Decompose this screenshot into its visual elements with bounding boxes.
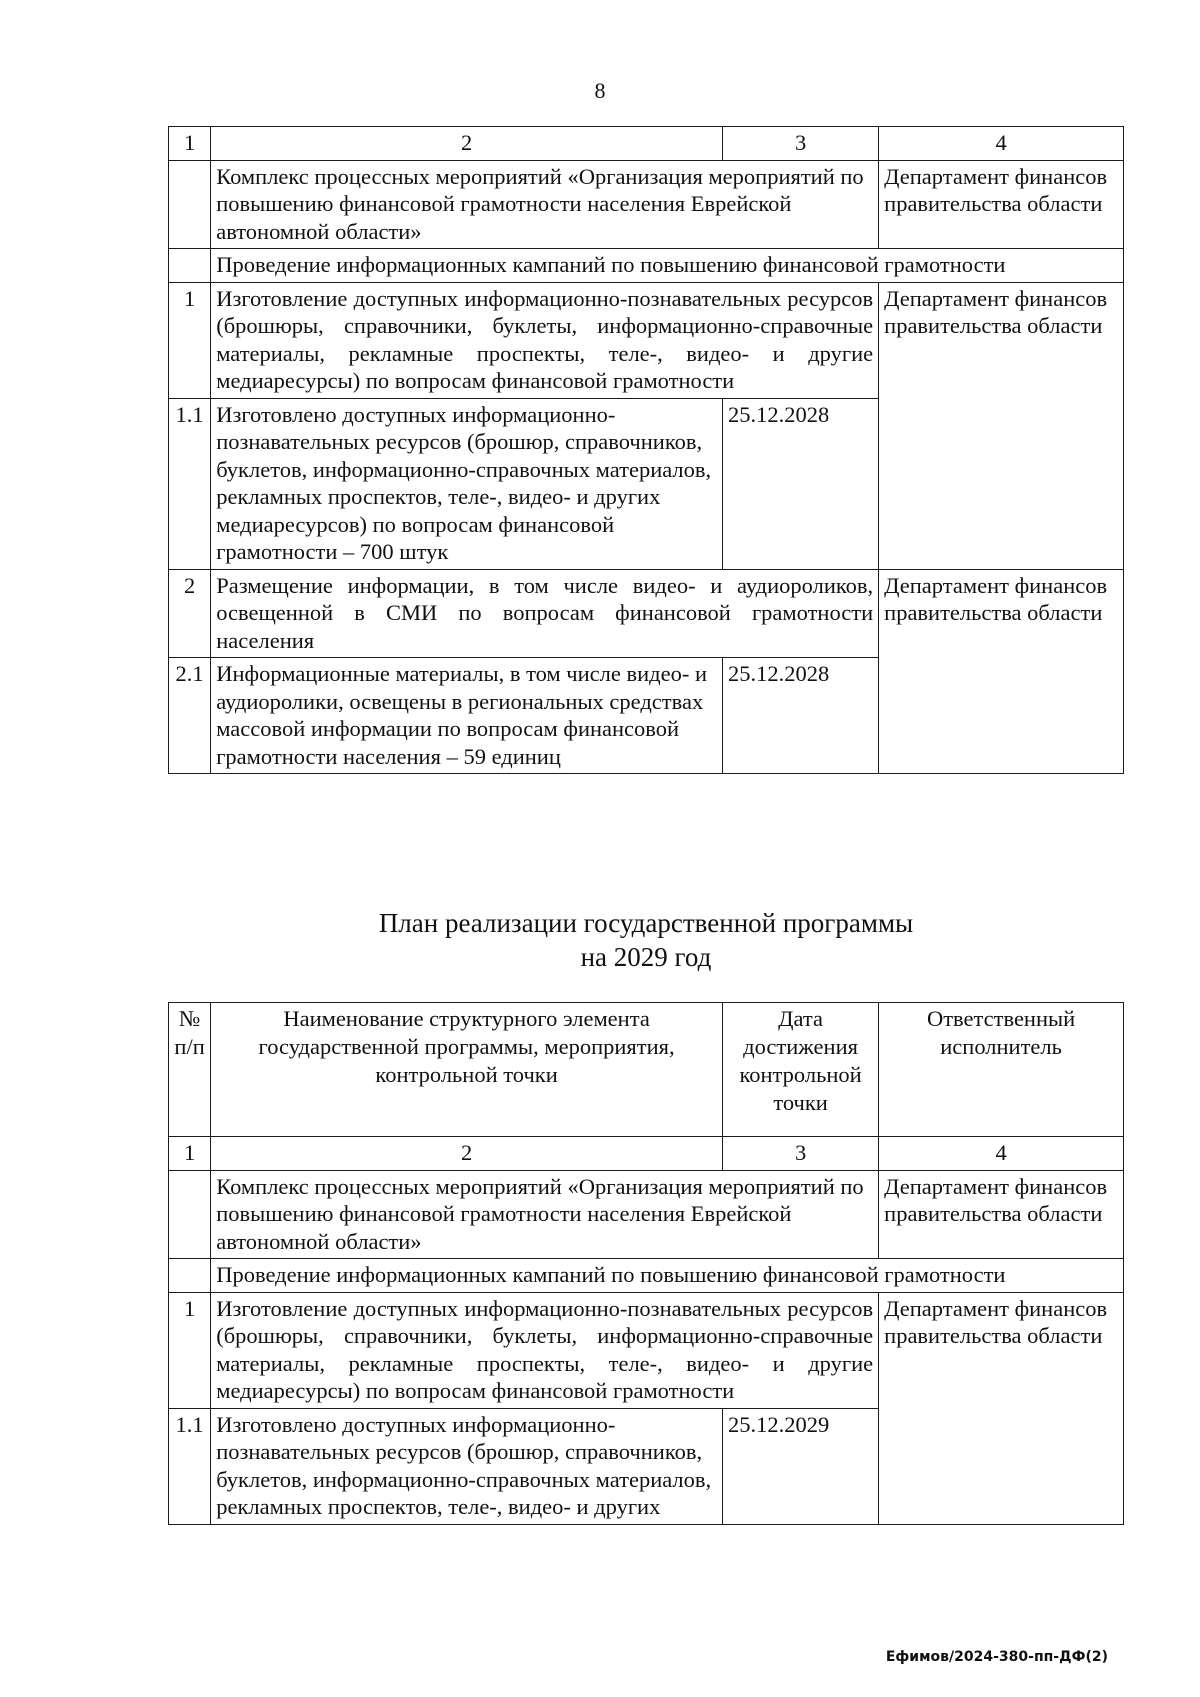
header-name-cell: Наименование структурного элемента государственной программы, мероприятия, контрольной точки [211,1003,723,1137]
column-number-cell: 3 [722,1137,878,1171]
row-number-cell: 1 [169,1292,211,1408]
complex-title-cell: Комплекс процессных мероприятий «Организация мероприятий по повышению финансовой грамотности населения Еврейской автономной области» [211,160,879,249]
row-number-cell: 2.1 [169,658,211,774]
checkpoint-text-cell: Изготовлено доступных информационно-познавательных ресурсов (брошюр, справочников, буклетов, информационно-справочных материалов, рекламных проспектов, теле-, видео- и других медиаресурсов) по вопросам финансовой грамотности – 700 штук [211,398,723,569]
column-number-cell: 1 [169,1137,211,1171]
responsible-cell: Департамент финансов правительства области [879,1170,1124,1259]
page-number: 8 [594,78,606,103]
column-number-cell: 4 [879,1137,1124,1171]
section-row [169,1259,1124,1293]
complex-row [169,1170,1124,1259]
column-number-cell: 1 [169,127,211,161]
task-text-cell: Изготовление доступных информационно-познавательных ресурсов (брошюры, справочники, буклеты, информационно-справочные материалы, рекламные проспекты, теле-, видео- и другие медиаресурсы) по вопросам финансовой грамотности [211,1292,879,1408]
column-number-cell: 2 [211,1137,723,1171]
responsible-cell: Департамент финансов правительства области [879,569,1124,774]
complex-title-cell: Комплекс процессных мероприятий «Организация мероприятий по повышению финансовой грамотности населения Еврейской автономной области» [211,1170,879,1259]
row-number-cell [169,1170,211,1259]
task-row [169,1292,1124,1408]
row-number-cell [169,160,211,249]
document-code: Ефимов/2024-380-пп-ДФ(2) [885,1649,1108,1665]
responsible-cell: Департамент финансов правительства области [879,282,1124,569]
plan-title [168,906,1124,974]
row-number-cell: 1.1 [169,398,211,569]
task-row [169,569,1124,658]
plan-table-2028-continued [168,126,1124,774]
row-number-cell [169,1259,211,1293]
plan-table-2029 [168,1002,1124,1525]
column-number-cell: 3 [722,127,878,161]
header-num-cell: № п/п [169,1003,211,1137]
checkpoint-date-cell: 25.12.2028 [722,398,878,569]
task-text-cell: Размещение информации, в том числе видео- и аудиороликов, освещенной в СМИ по вопросам финансовой грамотности населения [211,569,879,658]
header-date-cell: Дата достижения контрольной точки [722,1003,878,1137]
column-number-row [169,127,1124,161]
row-number-cell: 1.1 [169,1408,211,1524]
header-responsible-cell: Ответственный исполнитель [879,1003,1124,1137]
responsible-cell: Департамент финансов правительства области [879,160,1124,249]
checkpoint-text-cell: Информационные материалы, в том числе видео- и аудиоролики, освещены в региональных средствах массовой информации по вопросам финансовой грамотности населения – 59 единиц [211,658,723,774]
row-number-cell: 2 [169,569,211,658]
responsible-cell: Департамент финансов правительства области [879,1292,1124,1524]
column-number-cell: 2 [211,127,723,161]
plan-title-line: План реализации государственной программы [378,908,914,938]
row-number-cell: 1 [169,282,211,398]
column-number-row [169,1137,1124,1171]
checkpoint-date-cell: 25.12.2029 [722,1408,878,1524]
checkpoint-text-cell: Изготовлено доступных информационно-познавательных ресурсов (брошюр, справочников, буклетов, информационно-справочных материалов, рекламных проспектов, теле-, видео- и других [211,1408,723,1524]
section-row [169,249,1124,283]
task-row [169,282,1124,398]
plan-title-year: на 2029 год [580,942,712,972]
header-row [169,1003,1124,1137]
section-title-cell: Проведение информационных кампаний по повышению финансовой грамотности [211,1259,1124,1293]
section-title-cell: Проведение информационных кампаний по повышению финансовой грамотности [211,249,1124,283]
row-number-cell [169,249,211,283]
checkpoint-date-cell: 25.12.2028 [722,658,878,774]
complex-row [169,160,1124,249]
column-number-cell: 4 [879,127,1124,161]
task-text-cell: Изготовление доступных информационно-познавательных ресурсов (брошюры, справочники, буклеты, информационно-справочные материалы, рекламные проспекты, теле-, видео- и другие медиаресурсы) по вопросам финансовой грамотности [211,282,879,398]
